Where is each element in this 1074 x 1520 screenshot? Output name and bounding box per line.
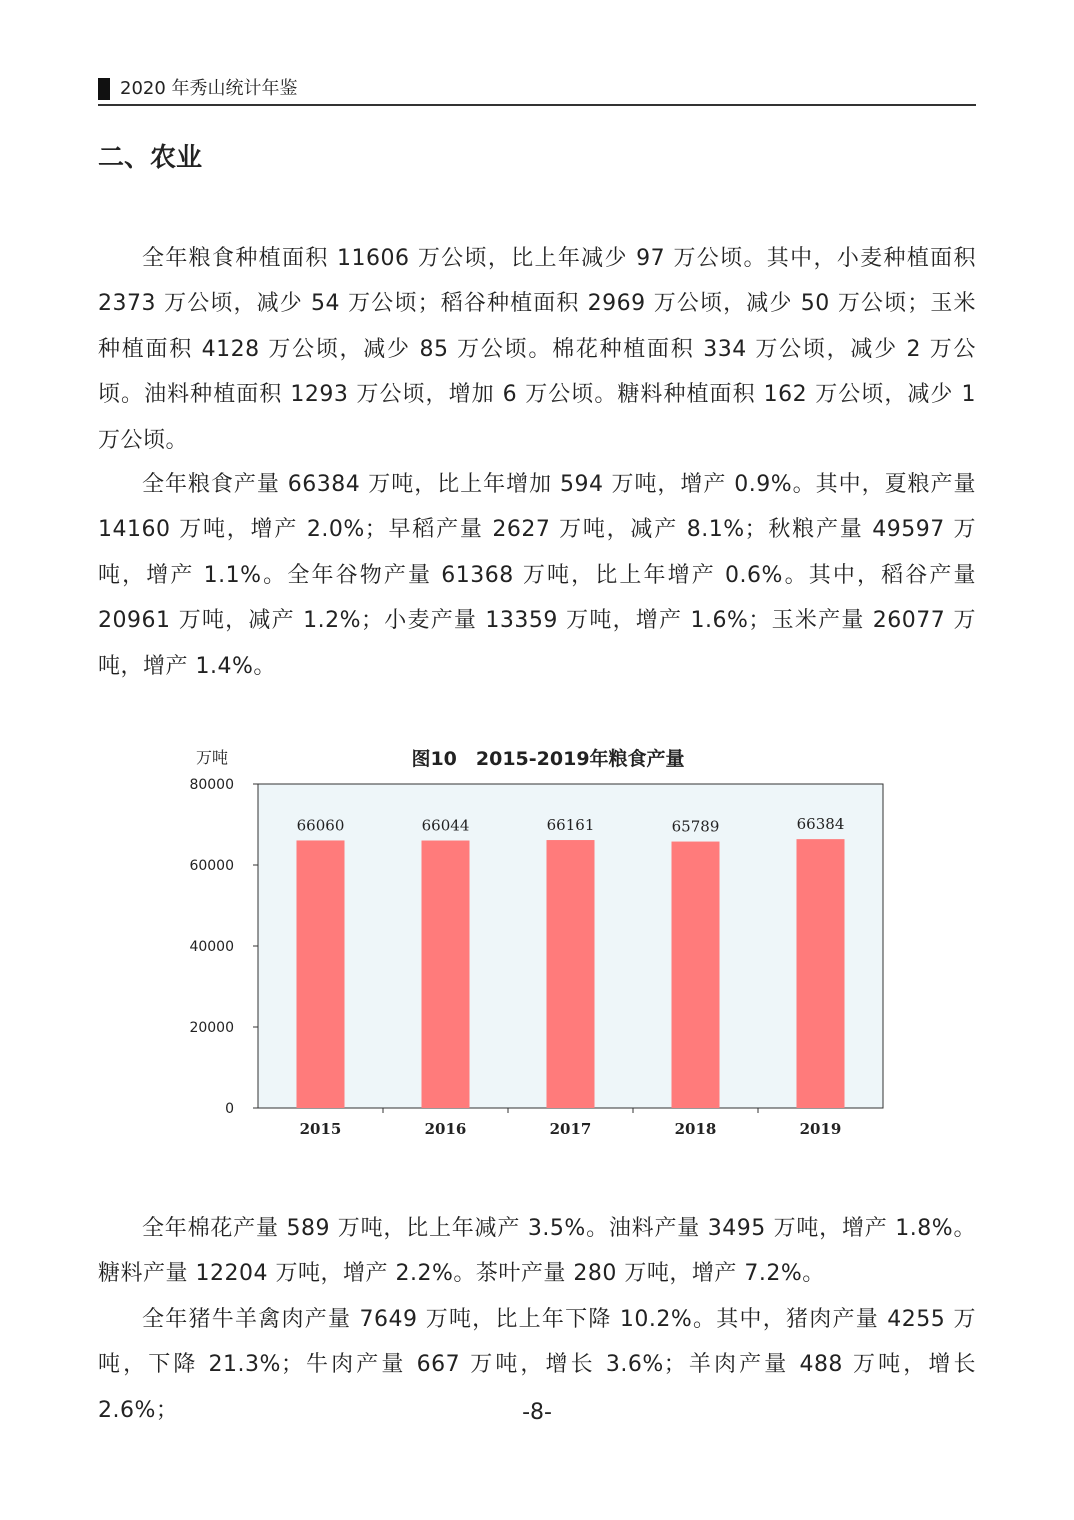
page-header [98,76,976,106]
x-tick-label: 2017 [549,1120,592,1138]
bar [547,840,595,1108]
paragraph-grain-output: 全年粮食产量 66384 万吨，比上年增加 594 万吨，增产 0.9%。其中，夏粮产量 14160 万吨，增产 2.0%；早稻产量 2627 万吨，减产 8.1%；秋粮产量 49597 万吨，增产 1.1%。全年谷物产量 61368 万吨，比上年增产 0.6%。其中，稻谷产量 20961 万吨，减产 1.2%；小麦产量 13359 万吨，增产 1.6%；玉米产量 26077 万吨，增产 1.4%。 [98,472,976,679]
data-label: 66060 [296,816,345,835]
x-tick-label: 2019 [799,1120,842,1138]
grain-output-chart [170,735,910,1155]
y-tick-label: 40000 [189,939,234,955]
section-title: 二、农业 [98,143,203,173]
page-number: -8- [522,1400,552,1425]
bar [422,841,470,1108]
y-tick-label: 0 [225,1101,234,1117]
chart-title: 图10 2015-2019年粮食产量 [411,748,685,770]
x-tick-label: 2016 [424,1120,467,1138]
data-label: 66384 [796,815,845,834]
data-label: 65789 [671,817,720,836]
header-title: 2020 年秀山统计年鉴 [120,78,298,99]
bar [297,840,345,1108]
chart-y-axis-label: 万吨 [195,748,229,767]
paragraph-meat-output: 全年猪牛羊禽肉产量 7649 万吨，比上年下降 10.2%。其中，猪肉产量 4255 万吨，下降 21.3%；牛肉产量 667 万吨，增长 3.6%；羊肉产量 488 万吨，增长 2.6%； [98,1307,976,1423]
header-bar-mark [98,78,110,100]
data-label: 66044 [421,816,470,835]
data-label: 66161 [546,816,595,835]
paragraph-cash-crops: 全年棉花产量 589 万吨，比上年减产 3.5%。油料产量 3495 万吨，增产 1.8%。糖料产量 12204 万吨，增产 2.2%。茶叶产量 280 万吨，增产 7.2%。 [98,1216,976,1287]
x-tick-label: 2018 [674,1120,717,1138]
paragraph-planting-area: 全年粮食种植面积 11606 万公顷，比上年减少 97 万公顷。其中，小麦种植面积 2373 万公顷，减少 54 万公顷；稻谷种植面积 2969 万公顷，减少 50 万公顷；玉米种植面积 4128 万公顷，减少 85 万公顷。棉花种植面积 334 万公顷，减少 2 万公顷。油料种植面积 1293 万公顷，增加 6 万公顷。糖料种植面积 162 万公顷，减少 1 万公顷。 [98,246,976,453]
y-tick-label: 20000 [189,1020,234,1036]
bar [672,842,720,1108]
plot-area [189,777,883,1138]
x-tick-label: 2015 [299,1120,342,1138]
y-tick-label: 60000 [189,858,234,874]
y-tick-label: 80000 [189,777,234,793]
chart-svg [170,735,910,1155]
bar [797,839,845,1108]
